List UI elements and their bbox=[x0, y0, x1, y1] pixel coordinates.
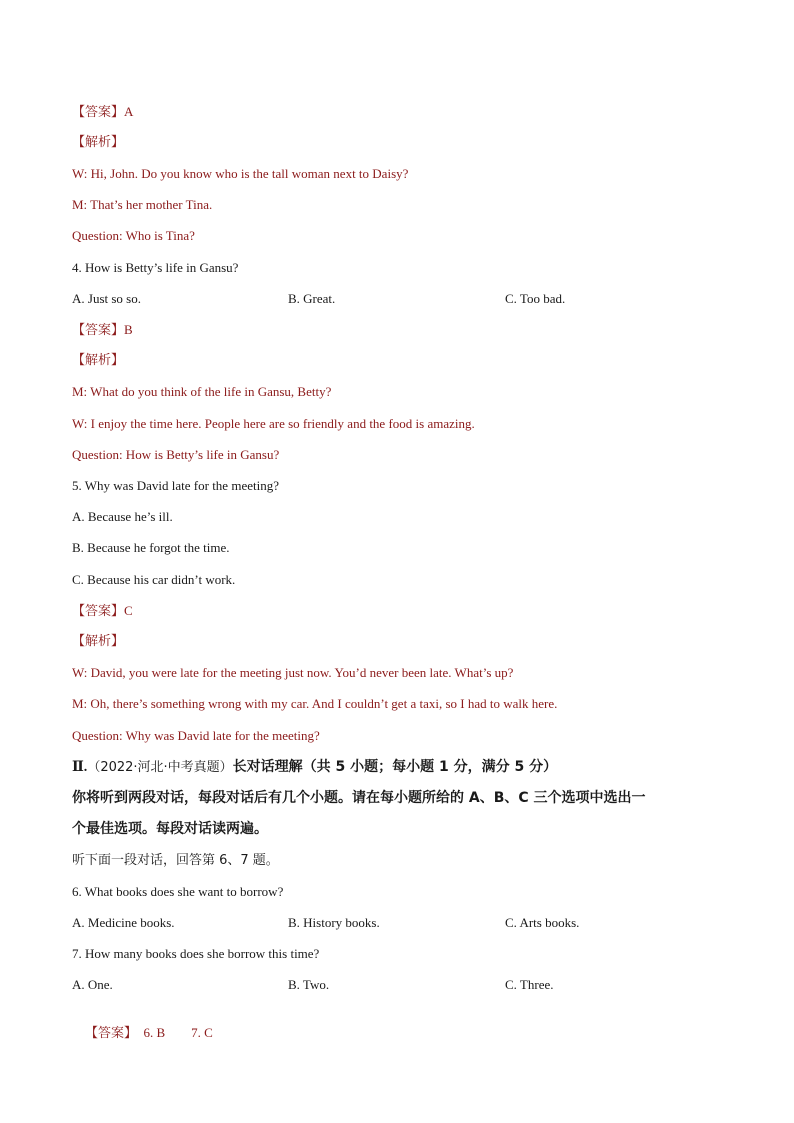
answer-tag: 【答案】 bbox=[72, 604, 125, 619]
section-instruction-line-1: 你将听到两段对话，每段对话后有几个小题。请在每小题所给的 A、B、C 三个选项中选出一 bbox=[72, 790, 646, 806]
answer-value: 6. B 7. C bbox=[143, 1025, 213, 1040]
section-instruction-line-2: 个最佳选项。每段对话读两遍。 bbox=[72, 821, 268, 837]
q4-option-b: B. Great. bbox=[288, 291, 336, 306]
analysis-tag: 【解析】 bbox=[72, 353, 125, 368]
answer-line-q5 bbox=[72, 603, 133, 620]
analysis-tag: 【解析】 bbox=[72, 634, 125, 649]
dialogue-line: W: I enjoy the time here. People here are so friendly and the food is amazing. bbox=[72, 416, 475, 431]
q5-option-c: C. Because his car didn’t work. bbox=[72, 572, 236, 587]
dialogue-line: W: Hi, John. Do you know who is the tall woman next to Daisy? bbox=[72, 166, 409, 181]
q5-option-b: B. Because he forgot the time. bbox=[72, 540, 230, 555]
dialogue-line: Question: How is Betty’s life in Gansu? bbox=[72, 447, 280, 462]
q4-option-a: A. Just so so. bbox=[72, 291, 141, 306]
answer-tag: 【答案】 bbox=[72, 323, 125, 338]
question-6: 6. What books does she want to borrow? bbox=[72, 884, 284, 899]
section-heading bbox=[72, 759, 557, 776]
answer-tag: 【答案】 bbox=[72, 105, 125, 120]
section-number: Ⅱ. bbox=[72, 760, 88, 775]
analysis-tag: 【解析】 bbox=[72, 135, 125, 150]
answer-value: B bbox=[124, 322, 133, 337]
listening-prompt: 听下面一段对话，回答第 6、7 题。 bbox=[72, 853, 279, 868]
q6-option-c: C. Arts books. bbox=[505, 915, 580, 930]
dialogue-line: W: David, you were late for the meeting just now. You’d never been late. What’s up? bbox=[72, 665, 514, 680]
dialogue-line: M: Oh, there’s something wrong with my car. And I couldn’t get a taxi, so I had to walk here. bbox=[72, 696, 558, 711]
q7-option-b: B. Two. bbox=[288, 977, 330, 992]
dialogue-line: M: That’s her mother Tina. bbox=[72, 197, 213, 212]
q6-option-a: A. Medicine books. bbox=[72, 915, 175, 930]
section-title: 长对话理解（共 5 小题；每小题 1 分，满分 5 分） bbox=[232, 759, 558, 775]
answer-value: A bbox=[124, 104, 134, 119]
q7-option-a: A. One. bbox=[72, 977, 113, 992]
dialogue-line: Question: Who is Tina? bbox=[72, 228, 195, 243]
answer-line-q3 bbox=[72, 104, 133, 121]
q6-option-b: B. History books. bbox=[288, 915, 380, 930]
q4-option-c: C. Too bad. bbox=[505, 291, 566, 306]
answer-tag: 【答案】 bbox=[85, 1026, 138, 1041]
q5-option-a: A. Because he’s ill. bbox=[72, 509, 173, 524]
q7-option-c: C. Three. bbox=[505, 977, 554, 992]
answer-line-q6-q7 bbox=[72, 1009, 213, 1058]
question-7: 7. How many books does she borrow this time? bbox=[72, 946, 320, 961]
answer-value: C bbox=[124, 603, 133, 618]
question-4: 4. How is Betty’s life in Gansu? bbox=[72, 260, 239, 275]
answer-line-q4 bbox=[72, 322, 133, 339]
question-5: 5. Why was David late for the meeting? bbox=[72, 478, 279, 493]
dialogue-line: M: What do you think of the life in Gansu, Betty? bbox=[72, 384, 332, 399]
section-source: （2022·河北·中考真题） bbox=[87, 760, 233, 775]
dialogue-line: Question: Why was David late for the meeting? bbox=[72, 728, 320, 743]
